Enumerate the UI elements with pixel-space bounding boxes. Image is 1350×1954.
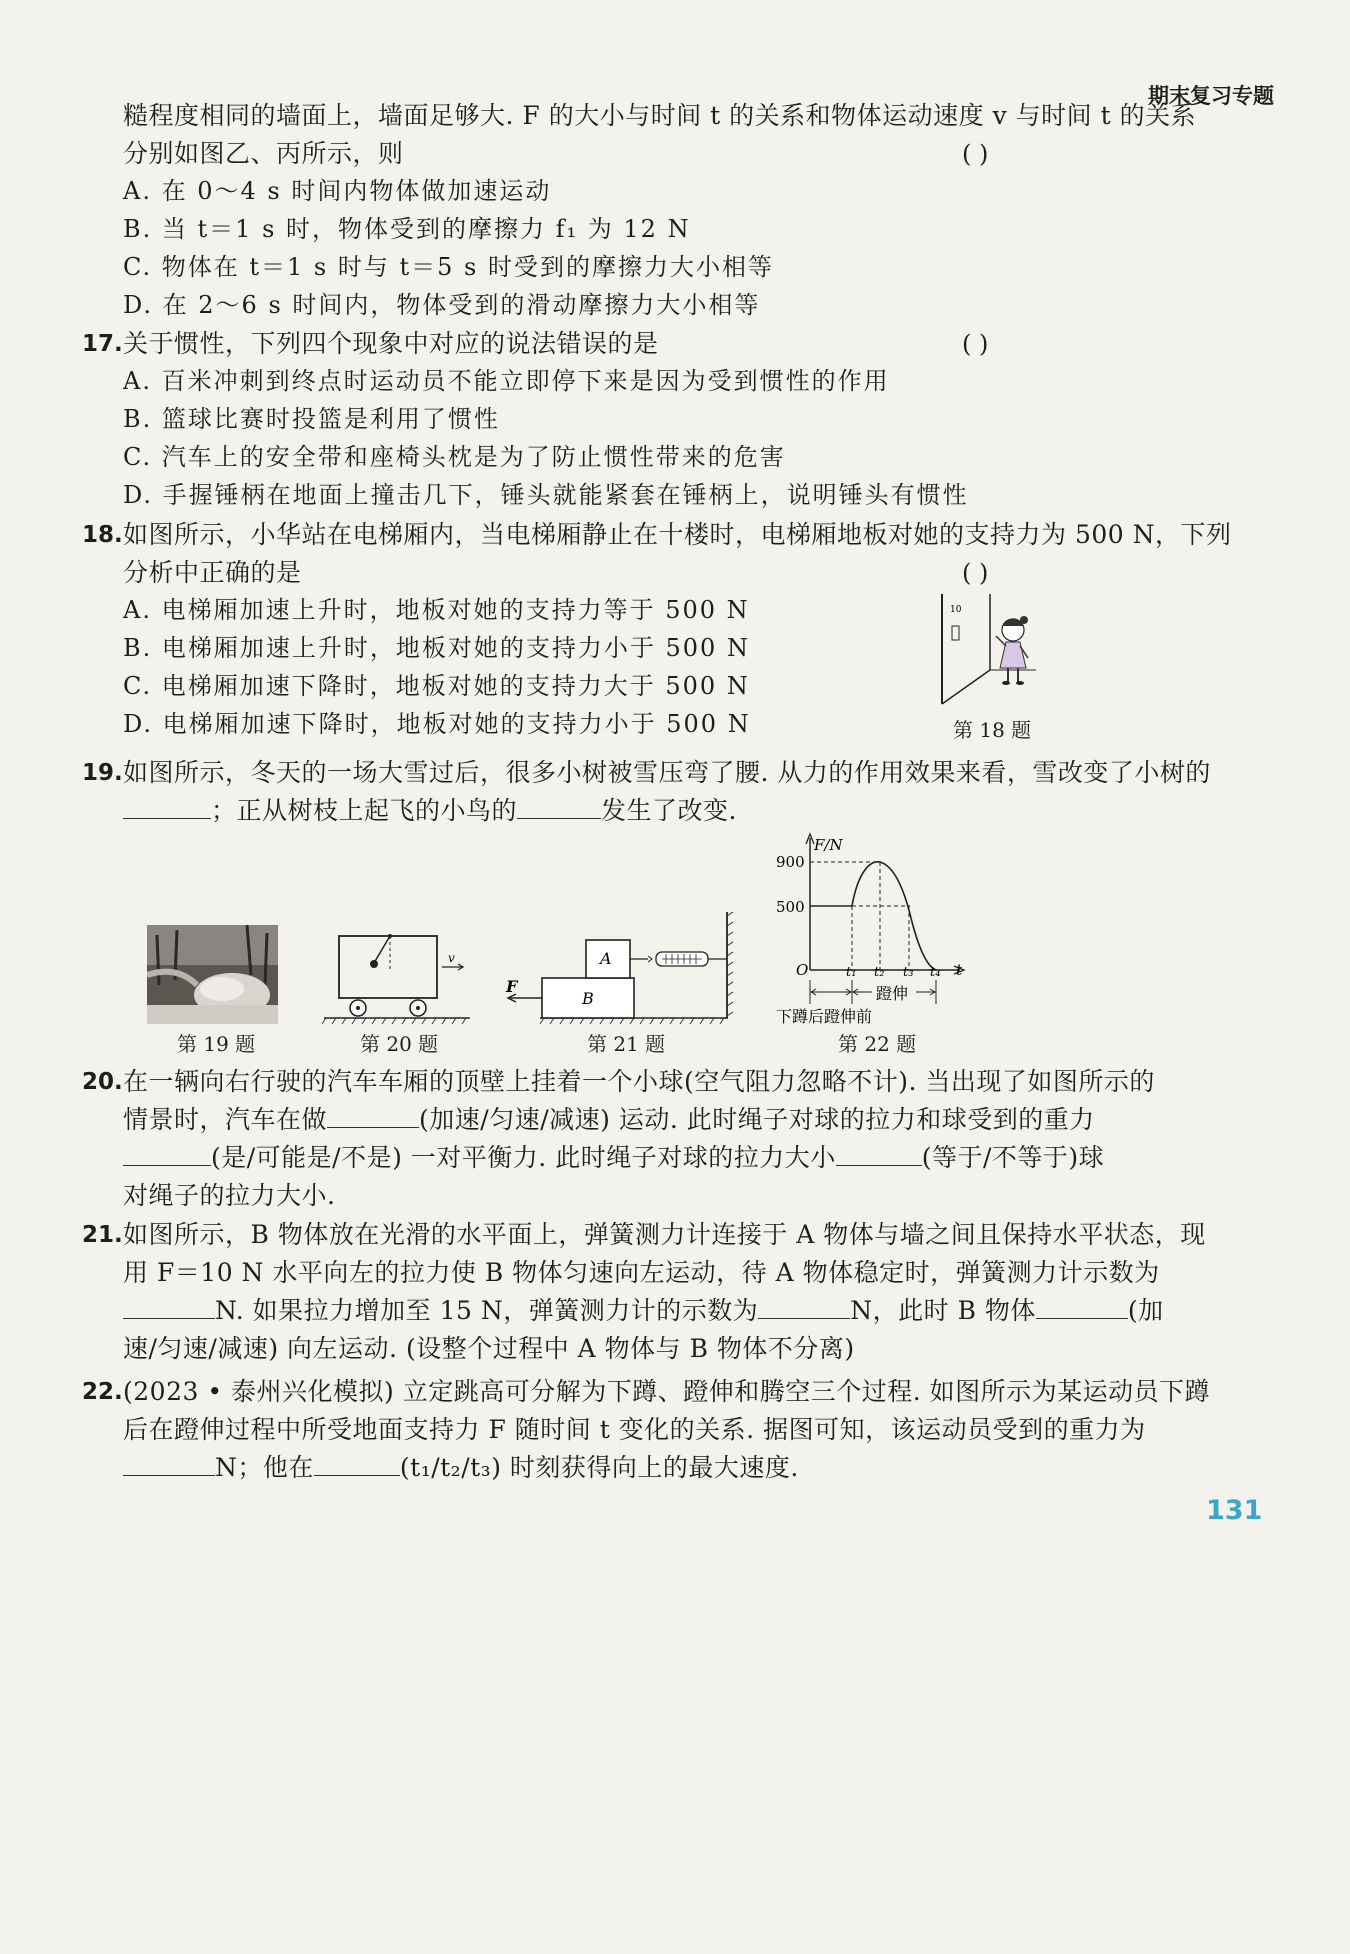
q17-number: 17. [82,331,123,357]
phase-pre-label: 下蹲后蹬伸前 [776,1007,873,1026]
figure-22-force-time-graph [770,832,975,1028]
q19-stem-line2 [123,794,737,828]
x-tick-t3: t₃ [903,965,914,980]
q17-option-b: B. 篮球比赛时投篮是利用了惯性 [123,405,500,433]
velocity-label: v [448,951,455,965]
q22-blank-2[interactable] [314,1451,400,1476]
figure-22-caption: 第 22 题 [838,1032,917,1056]
q16-option-a: A. 在 0～4 s 时间内物体做加速运动 [123,177,552,205]
q19-seg2: 发生了改变. [601,796,737,825]
q18-stem-line2: 分析中正确的是 [123,558,302,587]
q22-line2: 后在蹬伸过程中所受地面支持力 F 随时间 t 变化的关系. 据图可知，该运动员受到的重力为 [123,1415,1146,1444]
x-axis-label: t [956,961,963,979]
q22-number: 22. [82,1379,123,1405]
q21-line3-b: N，此时 B 物体 [850,1296,1036,1325]
q21-line1: 如图所示，B 物体放在光滑的水平面上，弹簧测力计连接于 A 物体与墙之间且保持水平状态，现 [123,1220,1206,1249]
q21-blank-1[interactable] [123,1294,215,1319]
q22-line1: (2023 • 泰州兴化模拟) 立定跳高可分解为下蹲、蹬伸和腾空三个过程. 如图所示为某运动员下蹲 [123,1377,1211,1406]
q17-stem: 关于惯性，下列四个现象中对应的说法错误的是 [123,329,659,358]
block-b-label: B [582,989,594,1008]
x-tick-t1: t₁ [846,965,857,980]
q21-number: 21. [82,1222,123,1248]
section-header: 期末复习专题 [1148,84,1274,108]
q21-line4: 速/匀速/减速) 向左运动. (设整个过程中 A 物体与 B 物体不分离) [123,1334,855,1363]
figure-20-caption: 第 20 题 [360,1032,439,1056]
q16-option-c: C. 物体在 t＝1 s 时与 t＝5 s 时受到的摩擦力大小相等 [123,253,774,281]
x-tick-t2: t₂ [874,965,885,980]
q20-line3-b: (等于/不等于)球 [921,1143,1105,1172]
q20-line2-a: 情景时，汽车在做 [123,1105,328,1134]
force-f-label: F [506,977,518,996]
q19-seg1: ；正从树枝上起飞的小鸟的 [211,796,518,825]
q21-blank-2[interactable] [758,1294,850,1319]
q16-option-d: D. 在 2～6 s 时间内，物体受到的滑动摩擦力大小相等 [123,291,761,319]
q21-blank-3[interactable] [1036,1294,1128,1319]
q22-line3-a: N；他在 [215,1453,314,1482]
figure-21-blocks [500,910,735,1025]
block-a-label: A [600,949,612,968]
q18-answer-paren: ( ) [962,559,989,587]
figure-20-cart [322,930,472,1026]
q19-stem-line1: 如图所示，冬天的一场大雪过后，很多小树被雪压弯了腰. 从力的作用效果来看，雪改变了小树的 [123,758,1211,787]
y-axis-label: F/N [814,836,843,854]
q16-option-b: B. 当 t＝1 s 时，物体受到的摩擦力 f₁ 为 12 N [123,215,691,243]
q20-line2 [123,1103,1095,1137]
q20-line2-b: (加速/匀速/减速) 运动. 此时绳子对球的拉力和球受到的重力 [419,1105,1095,1134]
q21-line3 [123,1294,1164,1328]
y-tick-900: 900 [776,853,805,871]
q16-stem-line1: 糙程度相同的墙面上，墙面足够大. F 的大小与时间 t 的关系和物体运动速度 v 与时间 t 的关系 [123,101,1197,130]
q18-number: 18. [82,522,123,548]
q18-option-b: B. 电梯厢加速上升时，地板对她的支持力小于 500 N [123,634,750,662]
phase-push-label: 蹬伸 [876,984,909,1003]
q16-stem-line2: 分别如图乙、丙所示，则 [123,139,404,168]
q20-blank-2[interactable] [123,1141,211,1166]
floor-indicator-label: 10 [950,605,962,615]
x-tick-t4: t₄ [930,965,941,980]
q16-answer-paren: ( ) [962,140,989,168]
q22-blank-1[interactable] [123,1451,215,1476]
y-tick-500: 500 [776,898,805,916]
q20-line3 [123,1141,1104,1175]
q22-line3 [123,1451,799,1485]
q19-number: 19. [82,760,123,786]
q20-blank-1[interactable] [327,1103,419,1128]
q21-line3-a: N. 如果拉力增加至 15 N，弹簧测力计的示数为 [215,1296,759,1325]
q18-stem-line1: 如图所示，小华站在电梯厢内，当电梯厢静止在十楼时，电梯厢地板对她的支持力为 500 N，下列 [123,520,1232,549]
figure-19-caption: 第 19 题 [177,1032,256,1056]
q17-answer-paren: ( ) [962,330,989,358]
figure-18-elevator [930,592,1040,710]
origin-label: O [796,961,809,979]
q17-option-a: A. 百米冲刺到终点时运动员不能立即停下来是因为受到惯性的作用 [123,367,890,395]
q18-option-a: A. 电梯厢加速上升时，地板对她的支持力等于 500 N [123,596,750,624]
q17-option-d: D. 手握锤柄在地面上撞击几下，锤头就能紧套在锤柄上，说明锤头有惯性 [123,481,969,509]
q20-line4: 对绳子的拉力大小. [123,1181,336,1210]
q18-option-c: C. 电梯厢加速下降时，地板对她的支持力大于 500 N [123,672,750,700]
figure-19-snow-photo [147,925,278,1024]
q20-line3-a: (是/可能是/不是) 一对平衡力. 此时绳子对球的拉力大小 [211,1143,836,1172]
page-number: 131 [1206,1495,1263,1526]
figure-18-caption: 第 18 题 [953,718,1032,742]
q20-number: 20. [82,1069,123,1095]
q18-option-d: D. 电梯厢加速下降时，地板对她的支持力小于 500 N [123,710,751,738]
figure-21-caption: 第 21 题 [587,1032,666,1056]
q19-blank-1[interactable] [123,794,211,819]
q17-option-c: C. 汽车上的安全带和座椅头枕是为了防止惯性带来的危害 [123,443,786,471]
q22-line3-b: (t₁/t₂/t₃) 时刻获得向上的最大速度. [399,1453,799,1482]
q21-line3-c: (加 [1127,1296,1164,1325]
q20-blank-3[interactable] [836,1141,922,1166]
q21-line2: 用 F＝10 N 水平向左的拉力使 B 物体匀速向左运动，待 A 物体稳定时，弹簧测力计示数为 [123,1258,1160,1287]
q20-line1: 在一辆向右行驶的汽车车厢的顶壁上挂着一个小球(空气阻力忽略不计). 当出现了如图所示的 [123,1067,1155,1096]
q19-blank-2[interactable] [517,794,601,819]
